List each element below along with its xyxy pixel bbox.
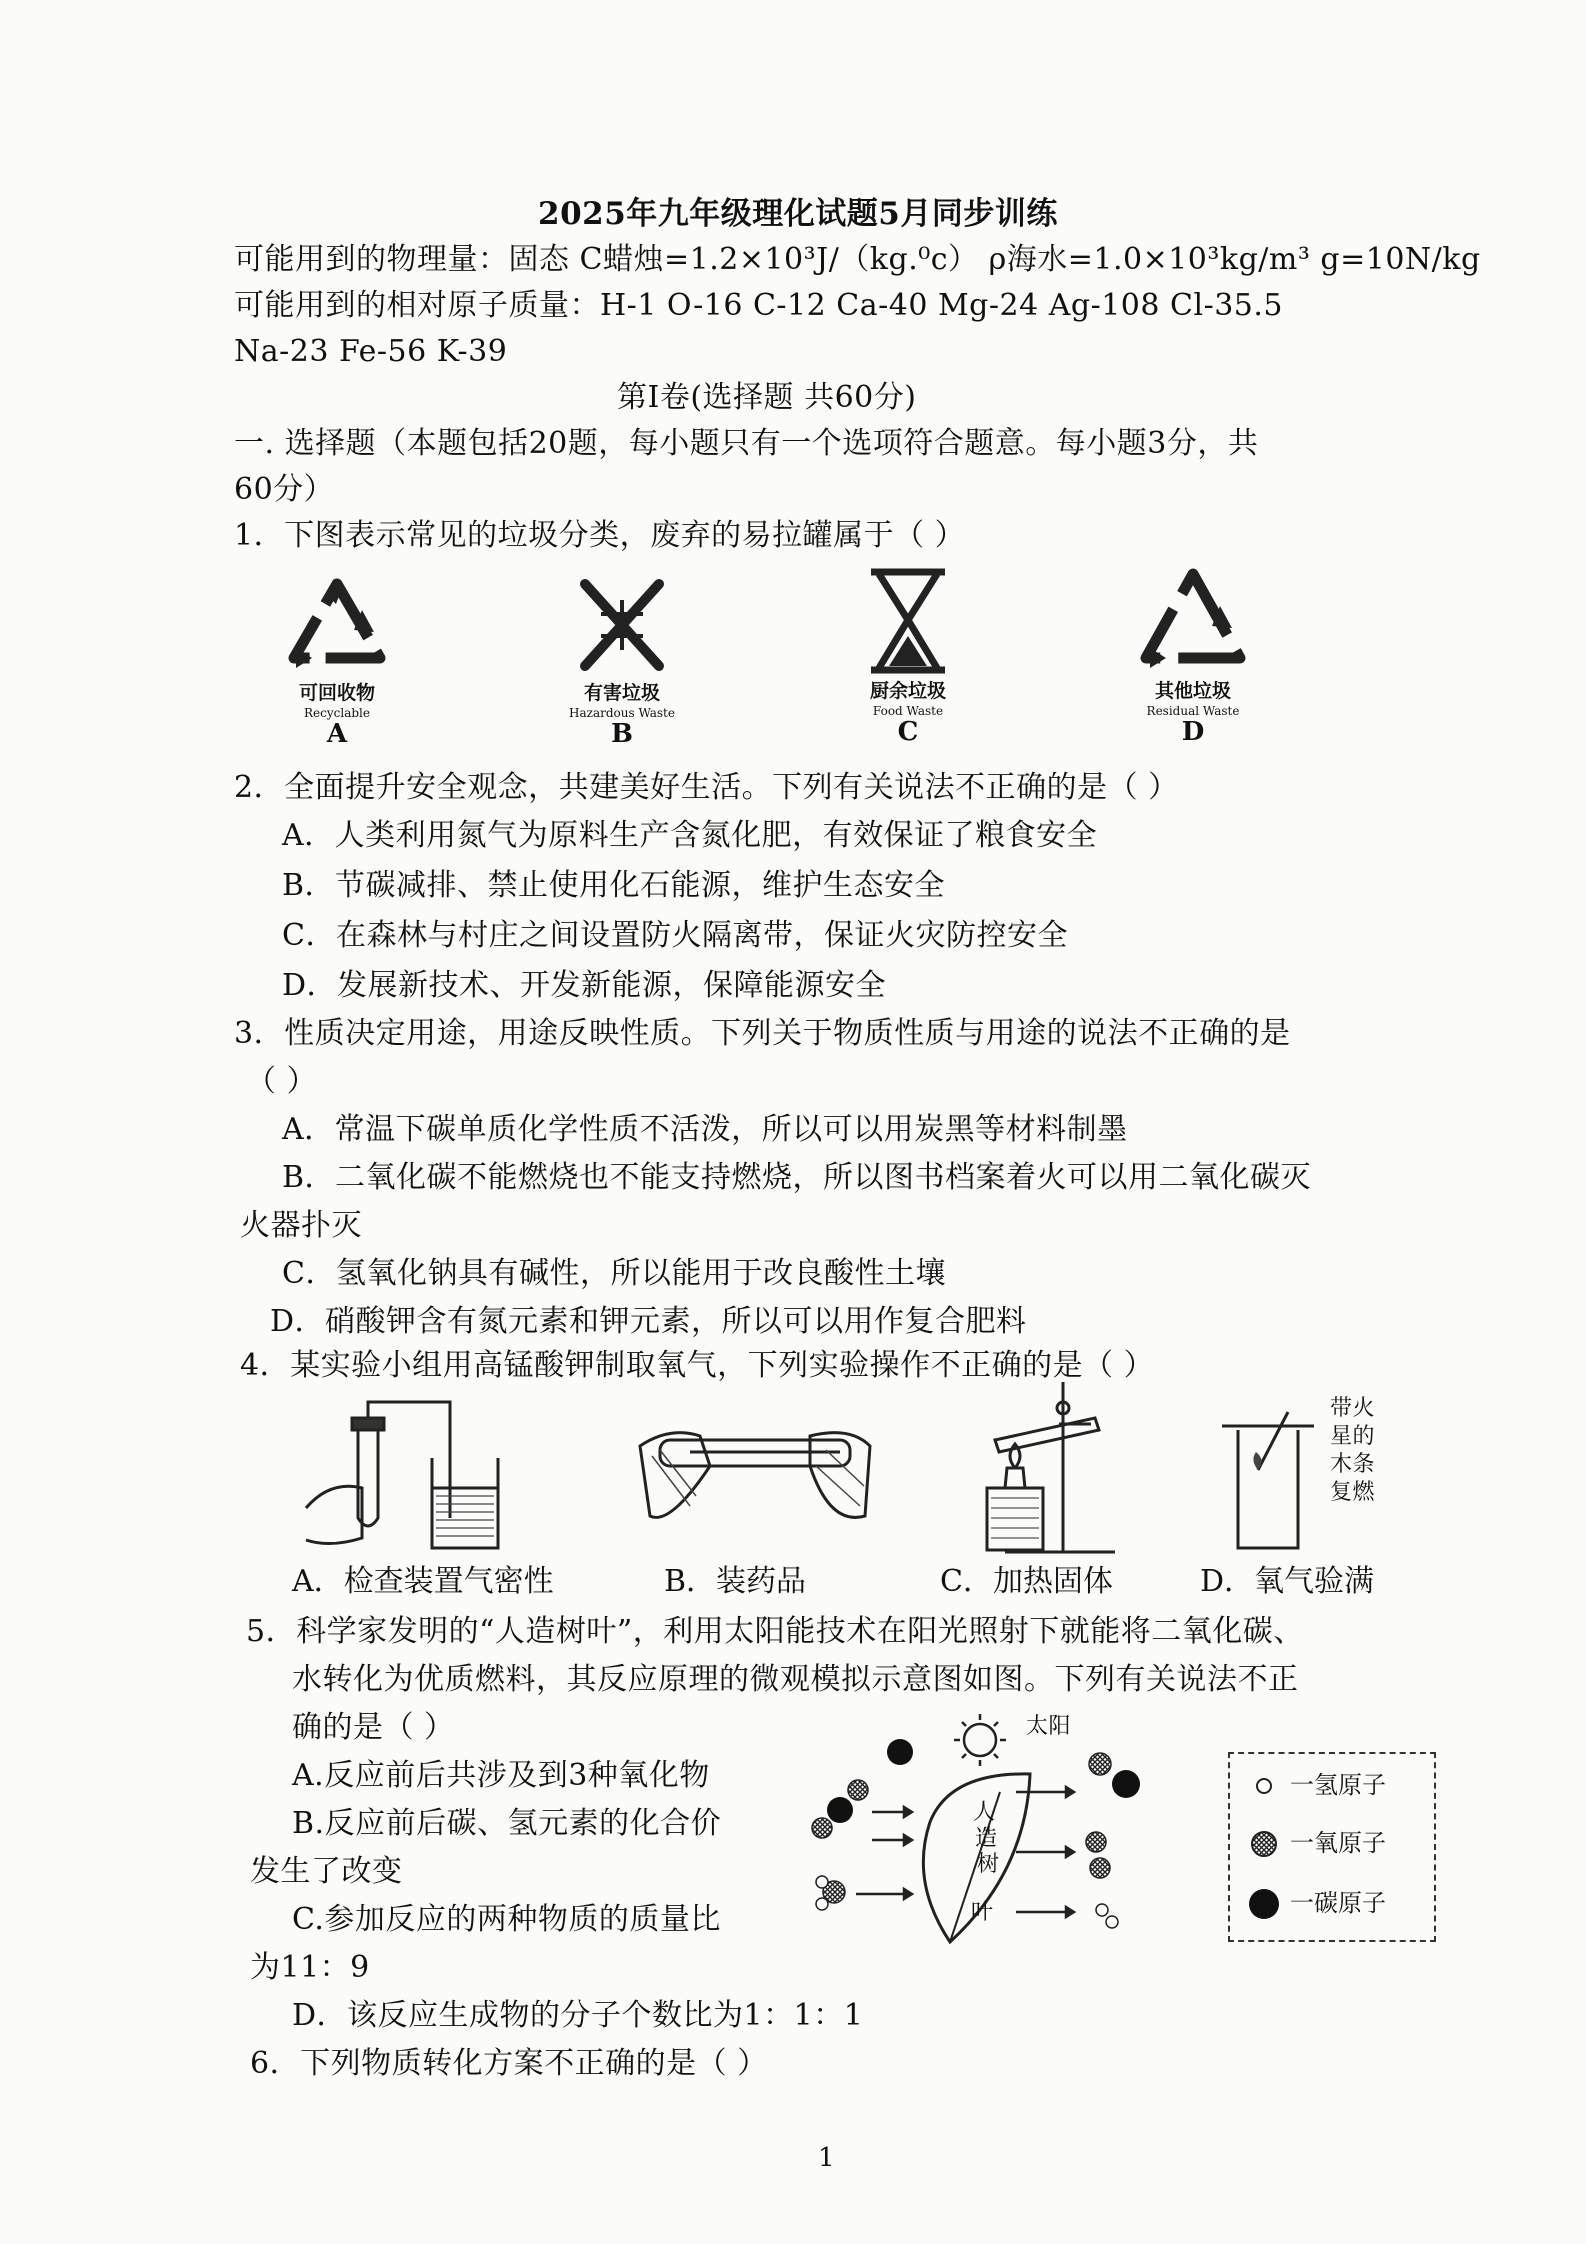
q5-option-c-line-2: 为11：9 <box>250 1950 370 1985</box>
q4-caption-b: B．装药品 <box>664 1564 807 1599</box>
q5-stem-line-3: 确的是（ ） <box>292 1710 455 1745</box>
q1-symbol-c-label: 厨余垃圾 <box>869 680 946 702</box>
volume-title: 第Ⅰ卷(选择题 共60分) <box>617 380 917 415</box>
q5-stem-line-1: 5．科学家发明的“人造树叶”，利用太阳能技术在阳光照射下就能将二氧化碳、 <box>246 1614 1304 1649</box>
q2-option-b: B．节碳减排、禁止使用化石能源，维护生态安全 <box>282 868 946 903</box>
exam-title: 2025年九年级理化试题5月同步训练 <box>538 196 1058 232</box>
q3-stem-line-1: 3．性质决定用途，用途反映性质。下列关于物质性质与用途的说法不正确的是 <box>234 1016 1291 1051</box>
q1-symbol-c <box>833 562 983 760</box>
recycle-icon <box>262 570 412 680</box>
hazardous-waste-icon <box>547 570 697 680</box>
q1-symbol-a-letter: A <box>326 719 348 749</box>
legend-hydrogen: 一氢原子 <box>1290 1771 1386 1799</box>
q4-note-line-3: 木条 <box>1330 1452 1376 1477</box>
q1-symbol-c-letter: C <box>897 717 919 747</box>
q5-leaf-label-2: 造 <box>975 1826 998 1851</box>
q5-legend <box>1228 1752 1436 1942</box>
q1-symbol-a <box>262 570 412 760</box>
q1-symbol-b <box>547 570 697 760</box>
q5-stem-line-2: 水转化为优质燃料，其反应原理的微观模拟示意图如图。下列有关说法不正 <box>292 1662 1299 1697</box>
q1-symbol-c-sublabel: Food Waste <box>872 704 944 718</box>
q4-apparatus-d <box>1218 1410 1318 1560</box>
q3-option-c: C．氢氧化钠具有碱性，所以能用于改良酸性土壤 <box>282 1256 946 1291</box>
section-intro-line-1: 一. 选择题（本题包括20题，每小题只有一个选项符合题意。每小题3分，共 <box>234 426 1259 461</box>
q5-option-a: A.反应前后共涉及到3种氧化物 <box>292 1758 710 1793</box>
q5-sun-label: 太阳 <box>1026 1714 1072 1739</box>
q4-caption-d: D．氧气验满 <box>1200 1564 1375 1599</box>
q4-apparatus-a <box>300 1388 530 1558</box>
q4-apparatus-b <box>630 1406 880 1546</box>
section-intro-line-2: 60分） <box>234 472 335 507</box>
q1-symbol-a-sublabel: Recyclable <box>304 706 370 720</box>
atomic-mass-line-2: Na-23 Fe-56 K-39 <box>234 334 508 369</box>
q5-option-b-line-2: 发生了改变 <box>250 1854 403 1889</box>
q6-stem: 6．下列物质转化方案不正确的是（ ） <box>250 2046 768 2081</box>
q4-stem: 4．某实验小组用高锰酸钾制取氧气，下列实验操作不正确的是（ ） <box>240 1348 1155 1383</box>
q4-caption-a: A．检查装置气密性 <box>292 1564 554 1599</box>
q2-stem: 2．全面提升安全观念，共建美好生活。下列有关说法不正确的是（ ） <box>234 770 1179 805</box>
q1-symbol-b-letter: B <box>611 719 633 749</box>
sun-icon <box>954 1714 1006 1766</box>
q2-option-a: A．人类利用氮气为原料生产含氮化肥，有效保证了粮食安全 <box>282 818 1098 853</box>
q1-symbol-b-label: 有害垃圾 <box>583 682 660 704</box>
q5-option-d: D．该反应生成物的分子个数比为1：1：1 <box>292 1998 864 2033</box>
q3-option-d: D．硝酸钾含有氮元素和钾元素，所以可以用作复合肥料 <box>270 1304 1027 1339</box>
q1-symbol-b-sublabel: Hazardous Waste <box>569 706 675 720</box>
q4-note-line-1: 带火 <box>1330 1396 1376 1421</box>
q3-option-b-line-1: B．二氧化碳不能燃烧也不能支持燃烧，所以图书档案着火可以用二氧化碳灭 <box>282 1160 1312 1195</box>
q1-symbol-d-label: 其他垃圾 <box>1154 680 1231 702</box>
legend-atom-icons <box>1244 1770 1284 1930</box>
legend-carbon: 一碳原子 <box>1290 1889 1386 1917</box>
q2-option-d: D．发展新技术、开发新能源，保障能源安全 <box>282 968 887 1003</box>
q1-symbol-d-letter: D <box>1181 717 1205 747</box>
q2-option-c: C．在森林与村庄之间设置防火隔离带，保证火灾防控安全 <box>282 918 1068 953</box>
q5-option-b-line-1: B.反应前后碳、氢元素的化合价 <box>292 1806 722 1841</box>
legend-oxygen: 一氧原子 <box>1290 1829 1386 1857</box>
q5-leaf-label-4: 叶 <box>971 1900 994 1925</box>
q4-apparatus-c <box>975 1378 1125 1558</box>
q1-symbol-a-label: 可回收物 <box>298 682 375 704</box>
q3-option-b-line-2: 火器扑灭 <box>240 1208 362 1243</box>
q3-option-a: A．常温下碳单质化学性质不活泼，所以可以用炭黑等材料制墨 <box>282 1112 1128 1147</box>
q3-stem-line-2: （ ） <box>246 1064 318 1099</box>
q4-caption-c: C．加热固体 <box>940 1564 1113 1599</box>
q4-note-line-2: 星的 <box>1330 1424 1376 1449</box>
q1-symbol-d <box>1118 562 1268 760</box>
q5-option-c-line-1: C.参加反应的两种物质的质量比 <box>292 1902 721 1937</box>
physics-constants-line: 可能用到的物理量：固态 C蜡烛=1.2×10³J/（kg.⁰c） ρ海水=1.0×10³kg/m³ g=10N/kg <box>234 242 1481 277</box>
page-number: 1 <box>818 2143 836 2173</box>
q5-leaf-label-3: 树 <box>977 1852 1000 1877</box>
residual-waste-icon <box>1118 562 1268 680</box>
q1-stem: 1．下图表示常见的垃圾分类，废弃的易拉罐属于（ ） <box>234 518 966 553</box>
q4-note-line-4: 复燃 <box>1330 1480 1376 1505</box>
q1-symbol-d-sublabel: Residual Waste <box>1146 704 1240 718</box>
atomic-mass-line-1: 可能用到的相对原子质量：H-1 O-16 C-12 Ca-40 Mg-24 Ag-108 Cl-35.5 <box>234 288 1284 323</box>
food-waste-icon <box>833 562 983 680</box>
q5-leaf-label-1: 人 <box>973 1800 996 1825</box>
